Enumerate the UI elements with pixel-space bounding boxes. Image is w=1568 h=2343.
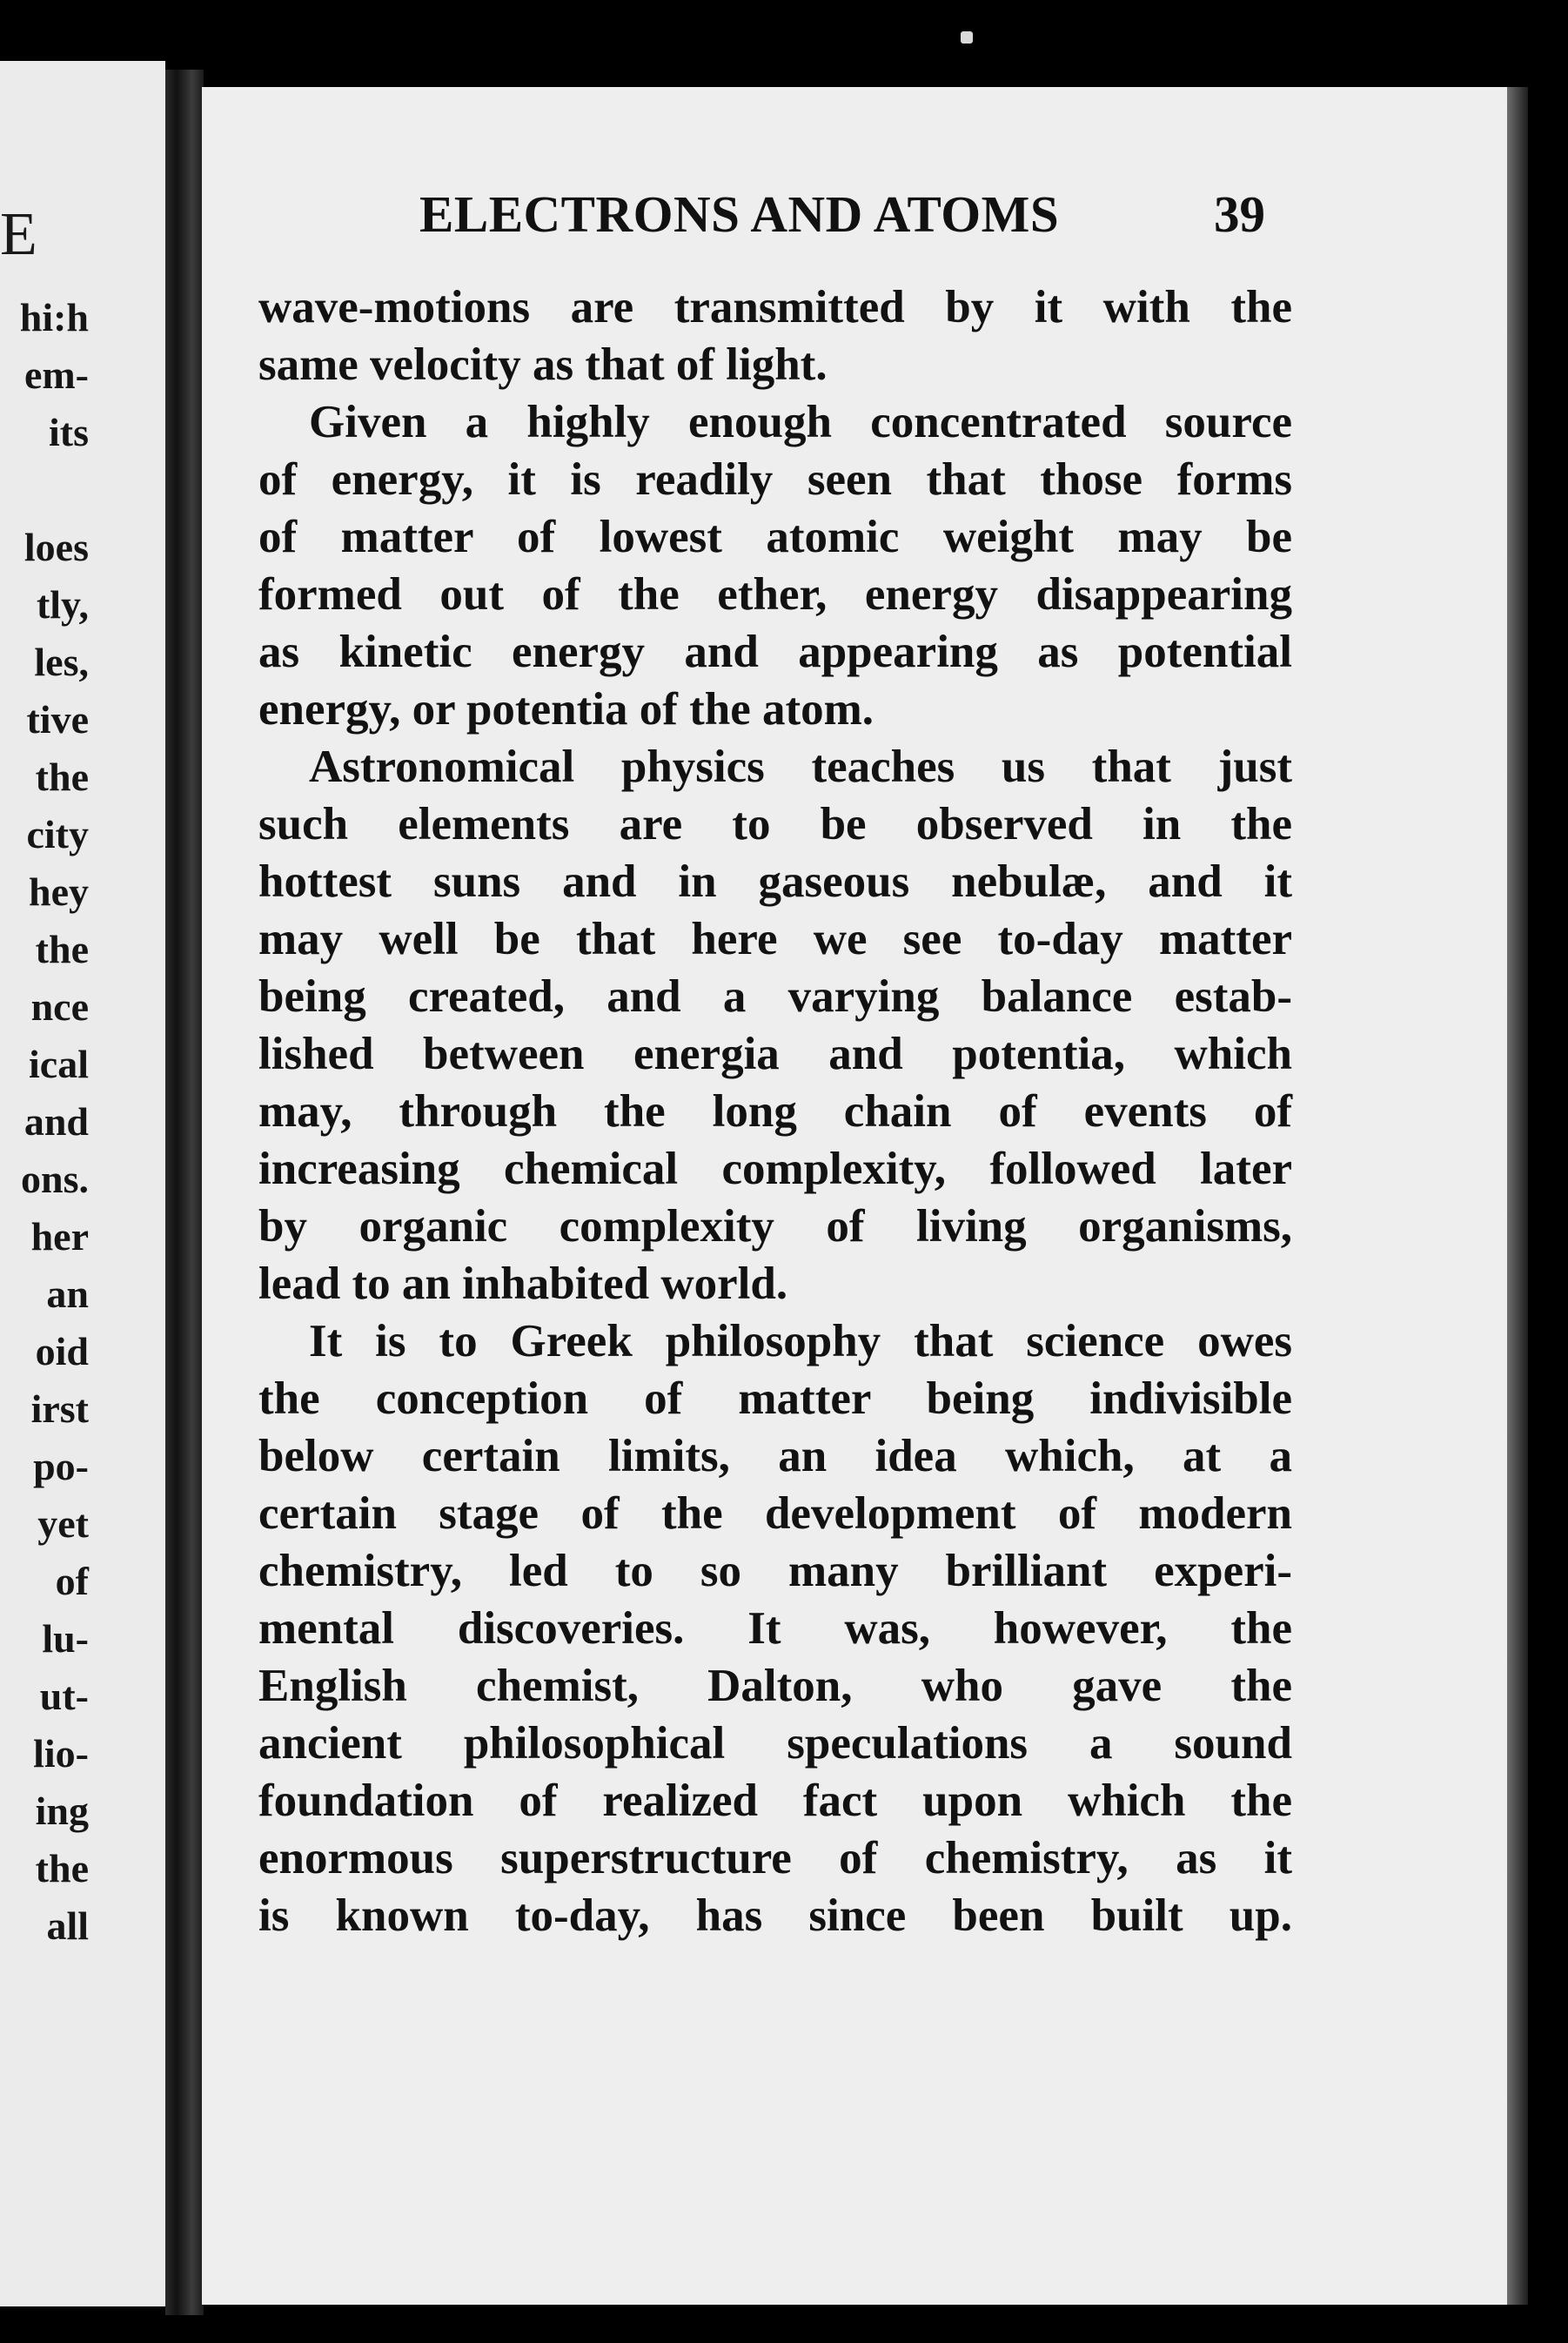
text-line: of matter of lowest atomic weight may be: [258, 512, 1292, 562]
previous-page-line: ical: [29, 1042, 89, 1086]
previous-page-line: hi:h: [19, 295, 89, 339]
text-line: foundation of realized fact upon which the: [258, 1776, 1292, 1826]
book-page: [202, 87, 1507, 2305]
previous-page-line: nce: [30, 984, 89, 1029]
text-line: energy, or potentia of the atom.: [258, 684, 874, 735]
text-line: of energy, it is readily seen that those forms: [258, 454, 1292, 505]
previous-page-line: tly,: [36, 582, 89, 627]
previous-page-line: les,: [34, 640, 89, 684]
previous-page-line: ing: [35, 1789, 89, 1833]
previous-page-line: yet: [37, 1501, 89, 1546]
text-line: below certain limits, an idea which, at a: [258, 1431, 1292, 1481]
page-body-text: [258, 279, 1292, 1944]
text-line: certain stage of the development of modern: [258, 1488, 1292, 1539]
text-line: is known to-day, has since been built up.: [258, 1890, 1292, 1941]
text-line: may well be that here we see to-day matter: [258, 914, 1292, 964]
text-line: ancient philosophical speculations a sound: [258, 1718, 1292, 1769]
scan-speck: [961, 31, 973, 44]
text-line: same velocity as that of light.: [258, 339, 828, 390]
previous-page-line: hey: [29, 869, 89, 914]
previous-page-line: and: [23, 1099, 89, 1144]
text-line: lished between energia and potentia, which: [258, 1029, 1292, 1079]
previous-page-line: the: [35, 755, 89, 799]
previous-page-line: ut-: [39, 1674, 89, 1718]
text-line: formed out of the ether, energy disappearing: [258, 569, 1292, 620]
text-line: hottest suns and in gaseous nebulæ, and it: [258, 856, 1292, 907]
previous-page-line: tive: [26, 697, 89, 742]
text-line: It is to Greek philosophy that science owes: [309, 1316, 1292, 1366]
text-line: mental discoveries. It was, however, the: [258, 1603, 1292, 1654]
book-gutter: [165, 70, 204, 2315]
text-line: such elements are to be observed in the: [258, 799, 1292, 849]
text-line: lead to an inhabited world.: [258, 1259, 788, 1309]
previous-page-line: [20, 461, 89, 519]
text-line: being created, and a varying balance estab-: [258, 971, 1292, 1022]
text-line: the conception of matter being indivisible: [258, 1373, 1292, 1424]
text-line: English chemist, Dalton, who gave the: [258, 1661, 1292, 1711]
text-line: may, through the long chain of events of: [258, 1086, 1292, 1137]
page-edge-shadow: [1507, 87, 1528, 2305]
previous-page-line: city: [26, 812, 89, 856]
previous-page-line: lu-: [42, 1616, 89, 1661]
previous-page-line: the: [35, 927, 89, 971]
page-number: 39: [1214, 185, 1265, 243]
text-line: Given a highly enough concentrated source: [309, 397, 1292, 447]
text-line: by organic complexity of living organisms,: [258, 1201, 1292, 1252]
previous-page-heading-fragment: E: [0, 201, 37, 268]
text-line: wave-motions are transmitted by it with the: [258, 282, 1292, 332]
running-header: [202, 185, 1507, 251]
previous-page-line: her: [30, 1214, 89, 1259]
previous-page-line: oid: [35, 1329, 89, 1373]
previous-page-line: lio-: [33, 1731, 89, 1776]
previous-page-line: the: [35, 1846, 89, 1890]
previous-page-line: all: [46, 1903, 89, 1948]
running-title: ELECTRONS AND ATOMS: [419, 185, 1060, 243]
previous-page-fragment: [0, 61, 165, 2306]
text-line: increasing chemical complexity, followed later: [258, 1144, 1292, 1194]
text-line: as kinetic energy and appearing as potential: [258, 627, 1292, 677]
previous-page-line: its: [49, 410, 89, 454]
previous-page-line: loes: [23, 525, 89, 569]
text-line: enormous superstructure of chemistry, as it: [258, 1833, 1292, 1883]
previous-page-line: an: [46, 1272, 89, 1316]
previous-page-line: ons.: [21, 1157, 89, 1201]
previous-page-text-fragment: [20, 289, 89, 1955]
previous-page-line: em-: [23, 352, 89, 397]
previous-page-line: irst: [30, 1386, 89, 1431]
previous-page-line: po-: [33, 1444, 89, 1488]
previous-page-line: of: [55, 1559, 89, 1603]
text-line: chemistry, led to so many brilliant experi-: [258, 1546, 1292, 1596]
text-line: Astronomical physics teaches us that just: [309, 742, 1292, 792]
